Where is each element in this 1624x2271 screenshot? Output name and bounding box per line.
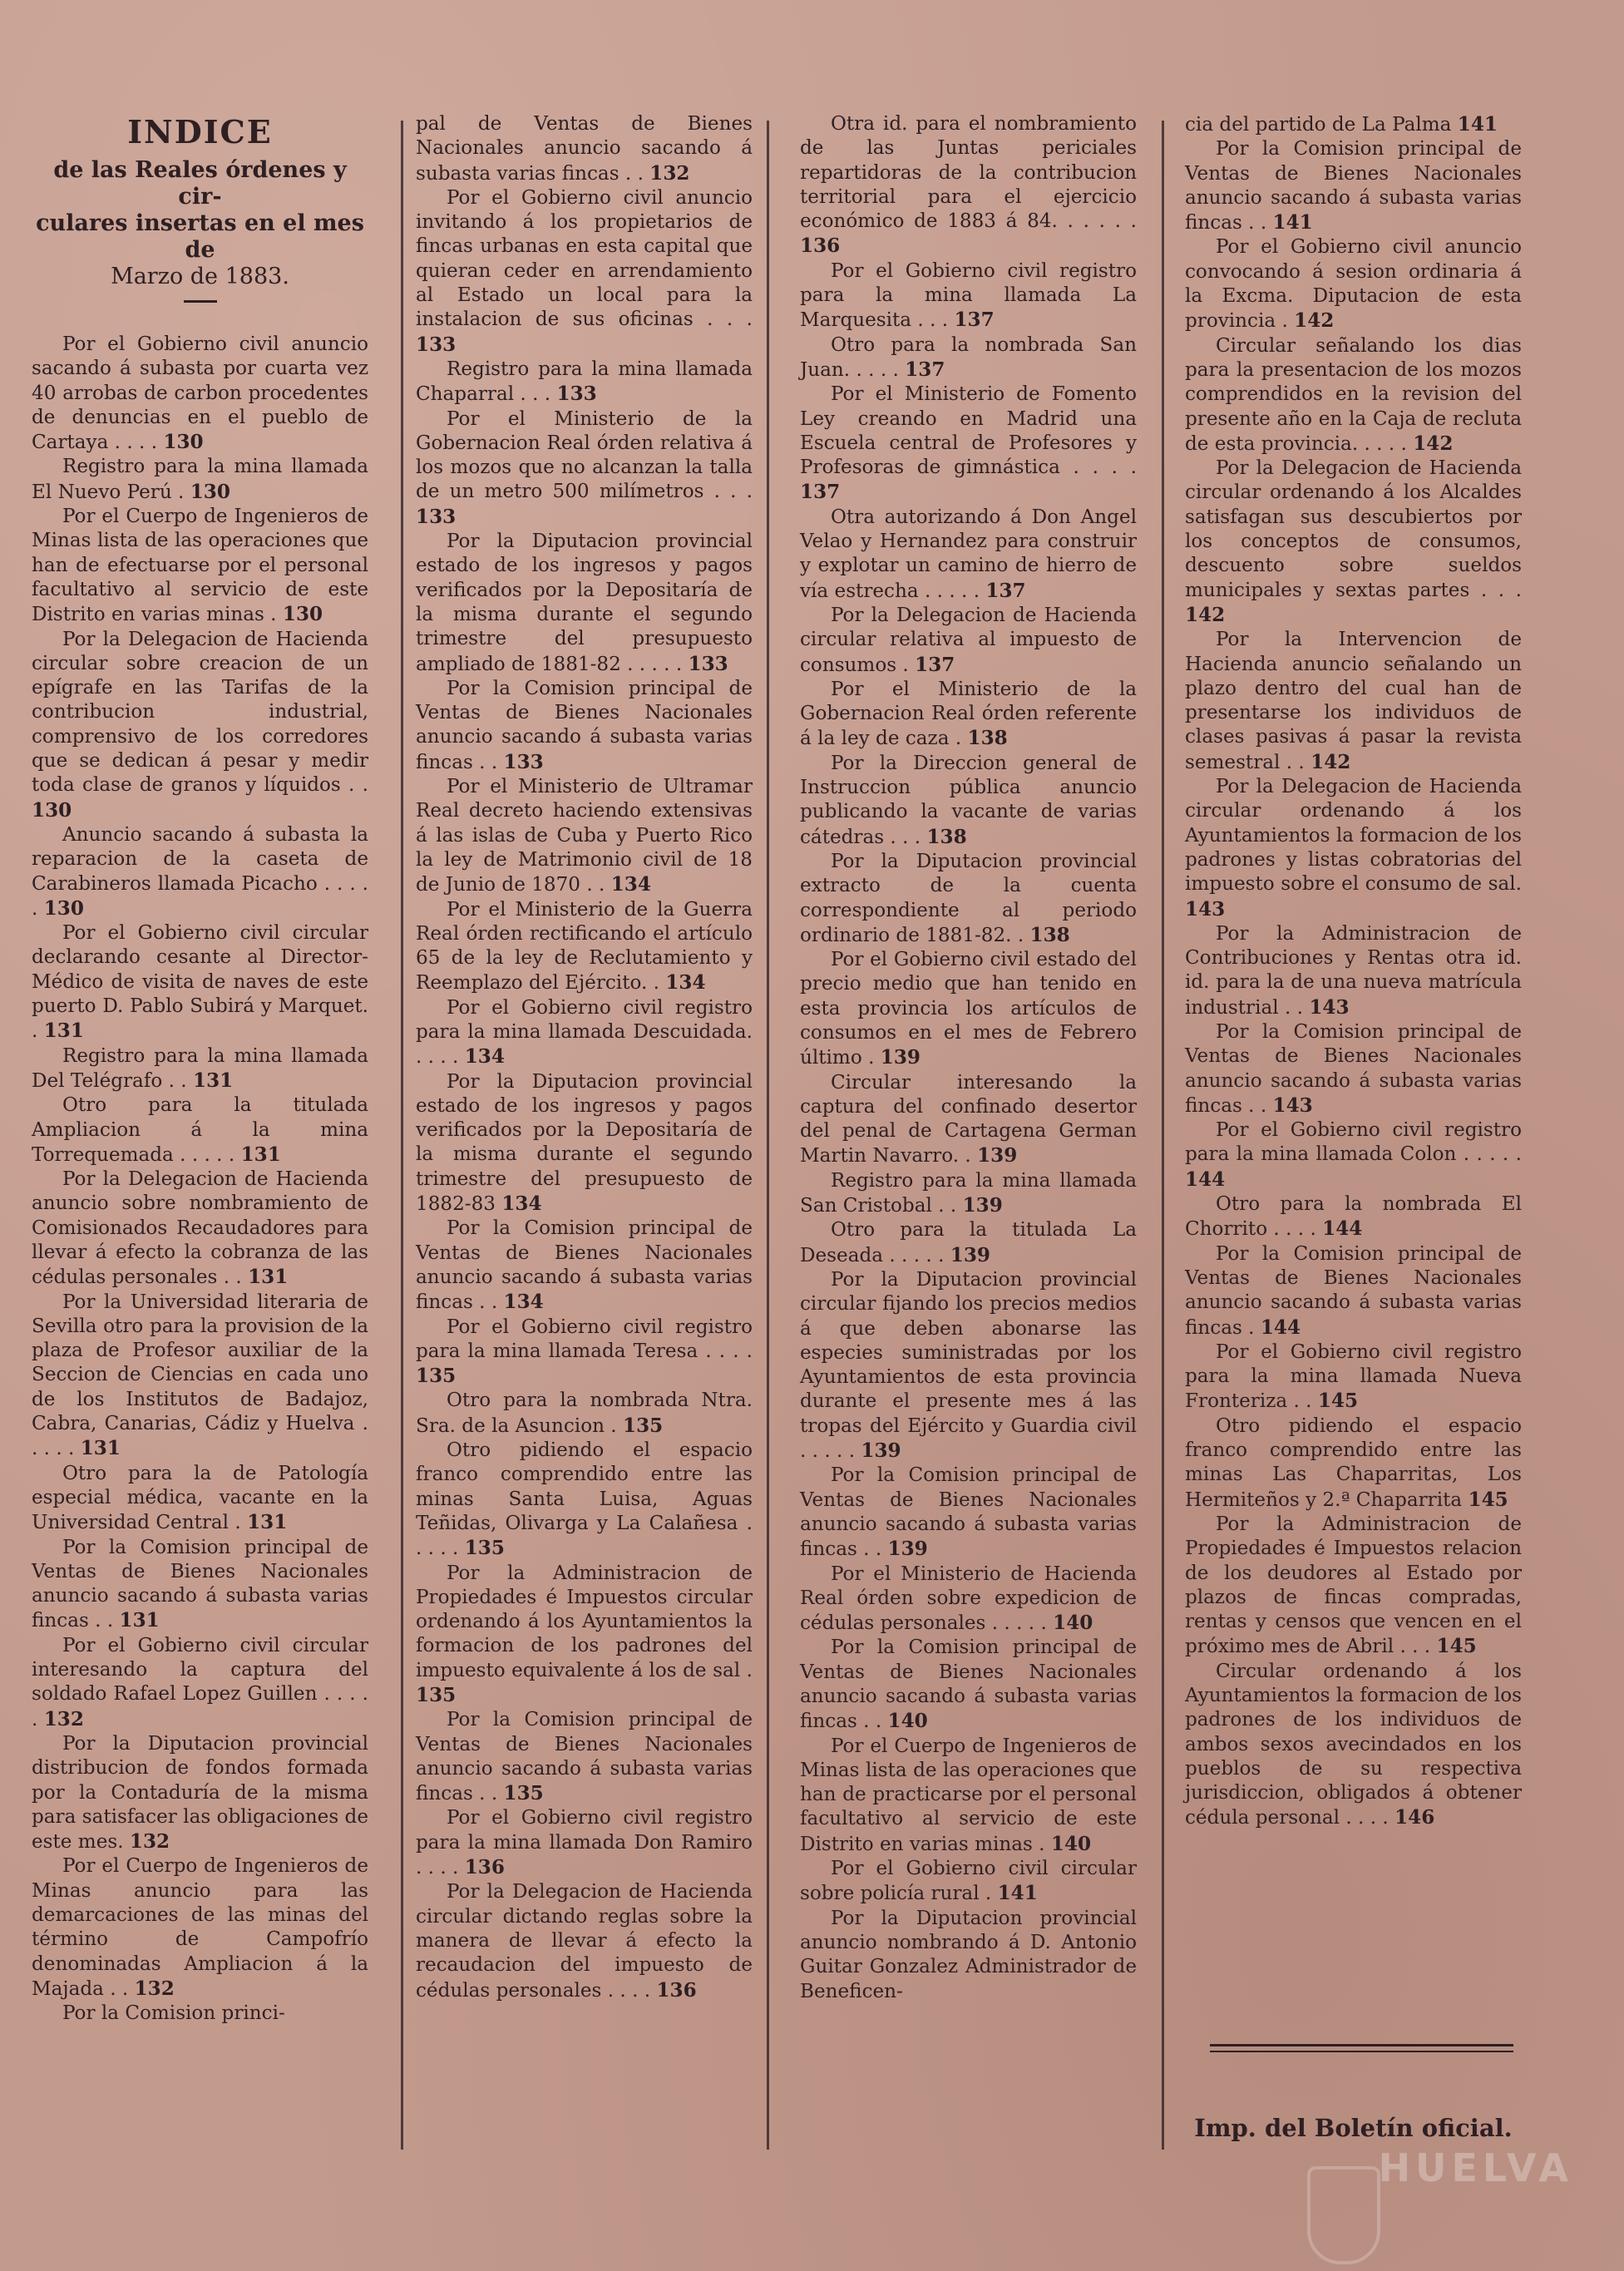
index-entry (416, 775, 753, 897)
entry-page-number: 134 (665, 971, 706, 995)
entry-page-number: 142 (1311, 750, 1351, 773)
page-title: INDICE (127, 113, 273, 151)
entry-text: Otro para la titulada La Deseada . . . . . (800, 1219, 1137, 1266)
entry-text: Anuncio sacando á subasta la reparacion de la caseta de Carabineros llamada Picacho . . . . . (32, 823, 368, 920)
index-entry (32, 823, 368, 921)
index-entry (32, 1854, 368, 2002)
entry-text: Otro para la nombrada San Juan. . . . . (800, 333, 1137, 381)
subtitle-line-1: de las Reales órdenes y cir- (53, 157, 347, 210)
entry-text: Por el Ministerio de Hacienda Real órden sobre expedicion de cédulas personales . . . . . (800, 1563, 1137, 1635)
entry-text: Por la Comision principal de Ventas de Bienes Nacionales anuncio sacando á subasta varias fincas . . (32, 1536, 368, 1632)
entry-text: Registro para la mina llamada Chaparral . . . (416, 358, 753, 406)
entry-page-number: 141 (1457, 113, 1498, 136)
index-entry (1185, 922, 1522, 1020)
entry-text: Por el Gobierno civil registro para la mina llamada Colon . . . . . (1185, 1119, 1522, 1166)
index-entry (416, 1880, 753, 2002)
index-entry (416, 1708, 753, 1806)
index-entry (1185, 1242, 1522, 1340)
entry-text: Por el Gobierno civil circular sobre policía rural . (800, 1858, 1137, 1905)
index-entry (1185, 1020, 1522, 1118)
entry-text: Por la Comision principal de Ventas de Bienes Nacionales anuncio sacando á subasta varias fincas . . (416, 1217, 753, 1314)
index-entry (800, 1071, 1137, 1169)
entry-text: Por la Delegacion de Hacienda circular ordenando á los Ayuntamientos la formacion de los padrones y listas cobratorias del impuesto sobre el consumo de sal. (1185, 776, 1522, 896)
index-entry (1185, 1660, 1522, 1831)
entry-text: Registro para la mina llamada San Cristobal . . (800, 1169, 1137, 1217)
entry-page-number: 140 (887, 1710, 928, 1733)
index-entry (416, 1389, 753, 1439)
entry-text: Por el Gobierno civil anuncio invitando á los propietarios de fincas urbanas en esta capital que quieran ceder en arrendamiento al Estado un local para la instalacion de sus oficinas . . . (416, 186, 753, 331)
end-rule (1210, 2044, 1513, 2052)
index-entry (32, 1732, 368, 1854)
index-entry (800, 1636, 1137, 1734)
index-entry (800, 1563, 1137, 1637)
entry-page-number: 132 (129, 1830, 170, 1854)
entry-text: Por el Ministerio de Fomento Ley creando en Madrid una Escuela central de Profesores y Profesoras de gimnástica . . . . (800, 383, 1137, 479)
index-entry (416, 358, 753, 407)
entry-text: cia del partido de La Palma (1185, 114, 1452, 136)
entry-text: Registro para la mina llamada El Nuevo Perú . (32, 456, 368, 503)
entry-text: pal de Ventas de Bienes Nacionales anuncio sacando á subasta varias fincas . . (416, 113, 753, 185)
entry-page-number: 139 (962, 1194, 1003, 1217)
entry-page-number: 140 (1053, 1612, 1093, 1635)
entry-page-number: 140 (1050, 1832, 1092, 1855)
entry-text: Por la Administracion de Propiedades é Impuestos circular ordenando á los Ayuntamientos la formacion de los padrones del impuesto equivalente á los de sal . (416, 1562, 753, 1681)
entry-text: Por el Gobierno civil anuncio convocando á sesion ordinaria á la Excma. Diputacion de esta provincia . (1185, 236, 1522, 333)
entry-text: Otro para la nombrada El Chorrito . . . . (1185, 1193, 1522, 1241)
index-entry (416, 1070, 753, 1217)
index-entry (416, 1562, 753, 1709)
entry-text: Por la Diputacion provincial circular fijando los precios medios á que deben abonarse las especies suministradas por los Ayuntamientos de esta provincia durante el presente mes á las tropas del Ejército y Guardia civil . . . . . (800, 1268, 1137, 1463)
entry-text: Por la Administracion de Propiedades é Impuestos relacion de los deudores al Estado por plazos de fincas compradas, rentas y censos que vencen en el próximo mes de Abril . . . (1185, 1513, 1522, 1658)
entry-page-number: 137 (915, 653, 955, 676)
entry-page-number: 130 (282, 603, 323, 626)
entry-page-number: 138 (926, 825, 967, 848)
entry-text: Por la Diputacion provincial extracto de la cuenta correspondiente al periodo ordinario de 1881-82. . (800, 850, 1137, 946)
entry-text: Otra autorizando á Don Angel Velao y Hernandez para construir y explotar un camino de hierro de vía estrecha . . . . . (800, 506, 1137, 602)
entry-page-number: 131 (43, 1019, 84, 1043)
index-entry (32, 455, 368, 505)
index-entry (800, 1464, 1137, 1562)
index-entry (32, 505, 368, 627)
entry-page-number: 137 (905, 358, 945, 381)
index-entry (1185, 1513, 1522, 1660)
index-entry (800, 383, 1137, 505)
column-2 (416, 112, 753, 2003)
entry-page-number: 135 (416, 1684, 457, 1706)
column-3 (800, 112, 1137, 2004)
index-entry (1185, 457, 1522, 628)
entry-page-number: 143 (1185, 897, 1226, 921)
entry-text: Por el Gobierno civil circular interesando la captura del soldado Rafael Lopez Guillen . . . . . (32, 1634, 368, 1730)
entry-text: Por la Direccion general de Instruccion pública anuncio publicando la vacante de varias cátedras . . . (800, 752, 1137, 848)
index-entry (32, 1462, 368, 1536)
index-entry (416, 677, 753, 775)
index-entry (800, 1907, 1137, 2004)
index-entry (32, 2002, 368, 2026)
entry-page-number: 144 (1185, 1168, 1226, 1191)
entry-page-number: 137 (800, 481, 841, 504)
entry-text: Por el Gobierno civil registro para la mina llamada Nueva Fronteriza . . (1185, 1340, 1522, 1413)
index-entry (32, 1094, 368, 1168)
column-4 (1185, 112, 1522, 1831)
column-rule-1 (401, 121, 403, 2150)
entry-page-number: 132 (134, 1977, 175, 2000)
entry-text: Otro pidiendo el espacio franco comprendido entre las minas Las Chaparritas, Los Hermiteños y 2.ª Chaparrita (1185, 1414, 1522, 1511)
entry-page-number: 131 (240, 1143, 281, 1166)
entry-page-number: 134 (610, 873, 651, 896)
index-entry (416, 1439, 753, 1561)
entry-page-number: 131 (248, 1266, 289, 1289)
index-entry (32, 1536, 368, 1634)
entry-page-number: 141 (1272, 211, 1313, 235)
entry-page-number: 137 (985, 579, 1026, 602)
entry-page-number: 143 (1272, 1094, 1313, 1117)
index-entry (416, 530, 753, 677)
entry-text: Por el Gobierno civil registro para la mina llamada Teresa . . . . (416, 1316, 753, 1362)
index-entry (1185, 112, 1522, 137)
entry-page-number: 133 (688, 652, 728, 675)
entry-text: Por la Comision principal de Ventas de Bienes Nacionales anuncio sacando á subasta varias fincas . . (416, 677, 753, 773)
entry-text: Otro para la de Patología especial médica, vacante en la Universidad Central . (32, 1462, 368, 1534)
entry-text: Por la Comision principal de Ventas de Bienes Nacionales anuncio sacando á subasta varias fincas . . (800, 1637, 1137, 1733)
entry-text: Por la Comision principal de Ventas de Bienes Nacionales anuncio sacando á subasta varias fincas . . (1185, 1020, 1522, 1117)
index-entry (416, 1316, 753, 1390)
entry-text: Por el Gobierno civil registro para la mina llamada Descuidada. . . . . (416, 996, 753, 1069)
entry-text: Por la Comision principal de Ventas de Bienes Nacionales anuncio sacando á subasta varias fincas . . (800, 1464, 1137, 1561)
column-3-entries (800, 112, 1137, 2004)
entry-page-number: 141 (997, 1882, 1038, 1905)
entry-text: Por la Administracion de Contribuciones y Rentas otra id. id. para la de una nueva matrícula industrial . . (1185, 922, 1522, 1019)
imprint: Imp. del Boletín oficial. (1194, 2114, 1513, 2142)
column-rule-3 (1162, 121, 1164, 2150)
entry-text: Por el Gobierno civil registro para la mina llamada Don Ramiro . . . . (416, 1807, 753, 1879)
entry-page-number: 132 (43, 1707, 84, 1730)
entry-text: Por el Gobierno civil anuncio sacando á subasta por cuarta vez 40 arrobas de carbon procedentes de denuncias en el pueblo de Cartaya . . . . (32, 333, 368, 454)
entry-page-number: 144 (1260, 1316, 1301, 1339)
index-entry (800, 259, 1137, 333)
entry-page-number: 139 (861, 1439, 901, 1463)
entry-text: Por la Diputacion provincial anuncio nombrando á D. Antonio Guitar Gonzalez Administrador de Beneficen- (800, 1907, 1137, 2002)
entry-page-number: 139 (880, 1046, 921, 1069)
index-entry (800, 752, 1137, 850)
entry-page-number: 130 (190, 480, 230, 503)
entry-page-number: 136 (656, 1978, 697, 2002)
entry-page-number: 133 (556, 383, 597, 406)
entry-page-number: 136 (800, 235, 841, 258)
entry-page-number: 143 (1309, 995, 1350, 1019)
index-entry (416, 1217, 753, 1315)
entry-text: Por el Gobierno civil circular declarando cesante al Director-Médico de visita de naves de este puerto D. Pablo Subirá y Marquet. . (32, 922, 368, 1043)
index-entry (800, 1735, 1137, 1857)
index-entry (1185, 137, 1522, 235)
entry-page-number: 146 (1394, 1806, 1435, 1829)
entry-page-number: 130 (163, 431, 204, 454)
entry-text: Por el Cuerpo de Ingenieros de Minas anuncio para las demarcaciones de las minas del término de Campofrío denominadas Ampliacion á la Majada . . (32, 1855, 368, 2000)
index-entry (800, 1857, 1137, 1907)
subtitle-line-2: culares insertas en el mes de (36, 210, 364, 263)
column-4-entries (1185, 112, 1522, 1831)
index-entry (416, 407, 753, 530)
index-entry (416, 996, 753, 1070)
index-entry (416, 186, 753, 358)
entry-text: Circular ordenando á los Ayuntamientos la formacion de los padrones de los individuos de ambos sexos avecindados en los pueblos de su respectiva jurisdiccion, obligados á obtener cédula personal . . . . (1185, 1660, 1522, 1829)
entry-text: Por la Delegacion de Hacienda circular ordenando á los Alcaldes satisfagan sus descubiertos por los conceptos de consumos, descuento sobre sueldos municipales y sextas partes . . . (1185, 457, 1522, 601)
entry-text: Registro para la mina llamada Del Telégrafo . . (32, 1044, 368, 1092)
index-entry (800, 850, 1137, 948)
entry-page-number: 135 (503, 1782, 544, 1805)
index-entry (800, 1268, 1137, 1464)
index-entry (1185, 1340, 1522, 1414)
entry-text: Por la Intervencion de Hacienda anuncio señalando un plazo dentro del cual han de presentarse los individuos de clases pasivas á pasar la revista semestral . . (1185, 629, 1522, 773)
entry-text: Por el Ministerio de la Guerra Real órden rectificando el artículo 65 de la ley de Reclutamiento y Reemplazo del Ejército. . (416, 898, 753, 995)
entry-page-number: 134 (503, 1291, 544, 1314)
entry-page-number: 131 (80, 1437, 121, 1460)
entry-text: Otro para la titulada Ampliacion á la mina Torrequemada . . . . . (32, 1094, 368, 1166)
index-entry (800, 506, 1137, 604)
index-entry (32, 1634, 368, 1732)
index-entry (800, 678, 1137, 752)
entry-page-number: 145 (1317, 1390, 1359, 1413)
entry-text: Por la Comision principal de Ventas de Bienes Nacionales anuncio sacando á subasta varias fincas . . (416, 1709, 753, 1805)
entry-page-number: 142 (1294, 309, 1335, 333)
index-entry (1185, 628, 1522, 775)
entry-text: Por la Comision principal de Ventas de Bienes Nacionales anuncio sacando á subasta varias fincas . . (1185, 138, 1522, 235)
entry-page-number: 145 (1468, 1488, 1508, 1511)
column-2-entries (416, 112, 753, 2003)
entry-page-number: 145 (1436, 1635, 1477, 1658)
entry-text: Circular interesando la captura del confinado desertor del penal de Cartagena German Martin Navarro. . (800, 1071, 1137, 1168)
entry-text: Por la Comision principal de Ventas de Bienes Nacionales anuncio sacando á subasta varias fincas . (1185, 1242, 1522, 1339)
index-entry (800, 333, 1137, 383)
entry-text: Por la Delegacion de Hacienda circular relativa al impuesto de consumos . (800, 604, 1137, 676)
watermark: HUELVA (1378, 2145, 1573, 2190)
entry-page-number: 137 (954, 309, 995, 332)
index-entry (32, 1291, 368, 1462)
index-entry (32, 333, 368, 455)
index-entry (416, 898, 753, 996)
index-entry (1185, 1192, 1522, 1242)
entry-page-number: 132 (649, 161, 690, 185)
entry-text: Otro pidiendo el espacio franco comprendido entre las minas Santa Luisa, Aguas Teñidas, Olivarga y La Calañesa . . . . . (416, 1439, 753, 1560)
index-entry (800, 948, 1137, 1070)
entry-page-number: 142 (1185, 603, 1226, 626)
index-entry (1185, 1118, 1522, 1192)
entry-text: Por el Ministerio de la Gobernacion Real órden relativa á los mozos que no alcanzan la talla de un metro 500 milímetros . . . (416, 407, 753, 503)
index-entry (800, 112, 1137, 259)
entry-page-number: 133 (416, 333, 457, 356)
index-entry (1185, 235, 1522, 333)
entry-page-number: 138 (1029, 923, 1070, 946)
entry-text: Por el Cuerpo de Ingenieros de Minas lista de las operaciones que han de practicarse por el personal facultativo al servicio de este Distrito en varias minas . (800, 1735, 1137, 1855)
entry-page-number: 139 (950, 1243, 990, 1266)
title-divider (184, 300, 217, 303)
entry-page-number: 142 (1413, 432, 1454, 455)
entry-page-number: 139 (887, 1538, 928, 1561)
entry-page-number: 131 (119, 1609, 160, 1632)
entry-text: Por la Diputacion provincial estado de los ingresos y pagos verificados por la Depositaría de la misma durante el segundo trimestre del presupuesto ampliado de 1881-82 . . . . . (416, 531, 753, 675)
column-1-entries (32, 333, 368, 2026)
entry-page-number: 133 (416, 505, 457, 528)
index-entry (416, 112, 753, 186)
index-entry (1185, 1414, 1522, 1513)
index-entry (32, 921, 368, 1044)
entry-page-number: 131 (247, 1511, 288, 1534)
entry-page-number: 135 (416, 1365, 457, 1388)
entry-text: Por el Ministerio de Ultramar Real decreto haciendo extensivas á las islas de Cuba y Puerto Rico la ley de Matrimonio civil de 18 de Junio de 1870 . . (416, 776, 753, 896)
index-entry (800, 604, 1137, 678)
entry-page-number: 133 (503, 750, 544, 773)
index-entry (32, 1168, 368, 1290)
entry-page-number: 135 (464, 1537, 505, 1560)
entry-page-number: 136 (464, 1856, 505, 1879)
entry-page-number: 135 (623, 1414, 664, 1437)
index-entry (1185, 334, 1522, 457)
entry-text: Por la Delegacion de Hacienda circular sobre creacion de un epígrafe en las Tarifas de la contribucion industrial, comprensivo de los corredores que se dedican á pesar y medir toda clase de granos y líquidos . . (32, 628, 368, 797)
index-entry (416, 1806, 753, 1880)
entry-page-number: 138 (967, 727, 1008, 750)
entry-page-number: 134 (464, 1045, 505, 1069)
subtitle-line-3: Marzo de 1883. (111, 264, 289, 289)
entry-page-number: 134 (501, 1192, 542, 1216)
entry-text: Por el Cuerpo de Ingenieros de Minas lista de las operaciones que han de efectuarse por el personal facultativo al servicio de este Distrito en varias minas . (32, 506, 368, 626)
index-entry (32, 1044, 368, 1094)
entry-text: Por la Delegacion de Hacienda circular dictando reglas sobre la manera de llevar á efecto la recaudacion del impuesto de cédulas personales . . . . (416, 1881, 753, 2002)
entry-page-number: 130 (32, 798, 72, 822)
entry-page-number: 139 (977, 1144, 1018, 1168)
index-entry (1185, 775, 1522, 922)
entry-text: Otro para la nombrada Ntra. Sra. de la Asuncion . (416, 1390, 753, 1437)
column-1 (32, 112, 368, 2026)
entry-text: Otra id. para el nombramiento de las Juntas periciales repartidoras de la contribucion territorial para el ejercicio económico de 1883 á 84. . . . . . (800, 113, 1137, 233)
index-entry (800, 1218, 1137, 1268)
entry-text: Por la Universidad literaria de Sevilla otro para la provision de la plaza de Profesor auxiliar de la Seccion de Ciencias en cada uno de los Institutos de Badajoz, Cabra, Canarias, Cádiz y Huelva . . . . . (32, 1291, 368, 1460)
entry-text: Por la Diputacion provincial distribucion de fondos formada por la Contaduría de la misma para satisfacer las obligaciones de este mes. (32, 1732, 368, 1854)
entry-text: Por la Delegacion de Hacienda anuncio sobre nombramiento de Comisionados Recaudadores para llevar á efecto la cobranza de las cédulas personales . . (32, 1168, 368, 1289)
entry-text: Por la Diputacion provincial estado de los ingresos y pagos verificados por la Depositaría de la misma durante el segundo trimestre del presupuesto de 1882-83 (416, 1070, 753, 1216)
entry-text: Por el Gobierno civil estado del precio medio que han tenido en esta provincia los artículos de consumos en el mes de Febrero último . (800, 949, 1137, 1069)
entry-text: Por el Ministerio de la Gobernacion Real órden referente á la ley de caza . (800, 678, 1137, 750)
index-entry (32, 628, 368, 823)
entry-page-number: 130 (43, 896, 84, 920)
entry-page-number: 144 (1322, 1217, 1363, 1241)
entry-text: Por el Gobierno civil registro para la mina llamada La Marquesita . . . (800, 259, 1137, 332)
entry-text: Circular señalando los dias para la presentacion de los mozos comprendidos en la revision del presente año en la Caja de recluta de esta provincia. . . . . (1185, 334, 1522, 455)
index-entry (800, 1169, 1137, 1219)
column-rule-2 (767, 121, 769, 2150)
entry-text: Por la Comision princi- (62, 2002, 285, 2025)
entry-page-number: 131 (193, 1069, 234, 1092)
